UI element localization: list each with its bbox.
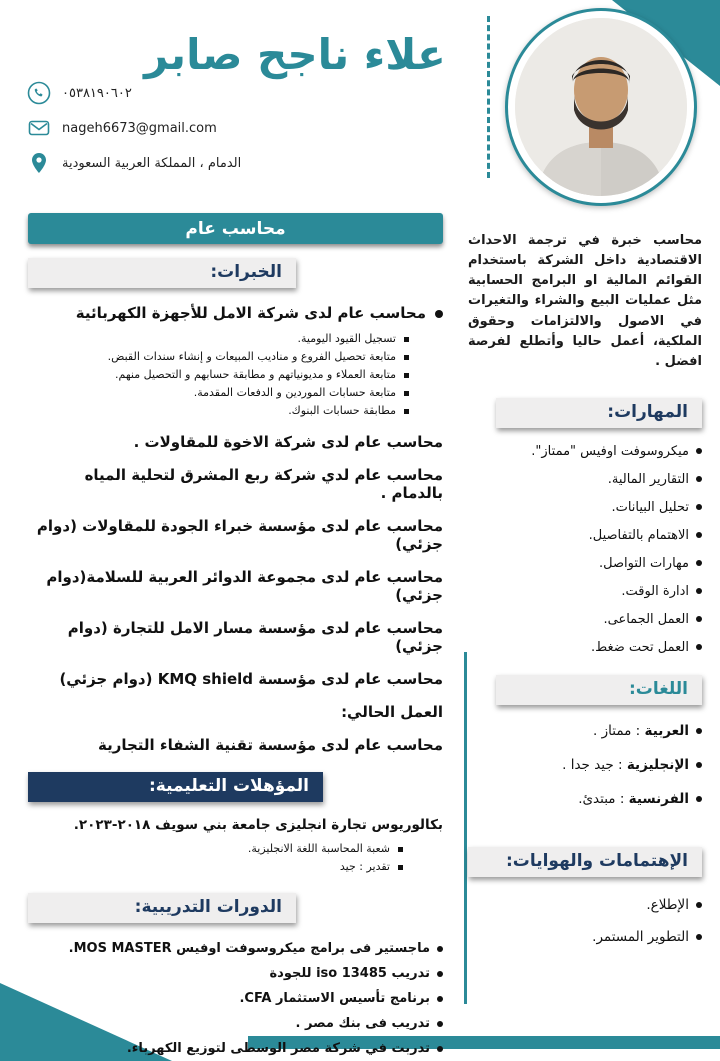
course-text: تدريب iso 13485 للجودة	[269, 966, 430, 981]
square-bullet-icon	[404, 355, 409, 360]
duty-text: مطابقة حسابات البنوك.	[288, 404, 396, 417]
featured-job-text: محاسب عام لدى شركة الامل للأجهزة الكهربائية	[75, 304, 426, 322]
duty-text: متابعة تحصيل الفروع و مناديب المبيعات و إنشاء سندات القبض.	[107, 350, 396, 363]
interest-item	[468, 929, 702, 945]
skill-item	[468, 444, 702, 459]
candidate-name: علاء ناجح صابر	[144, 30, 446, 79]
duty-text: تسجيل القيود اليومية.	[297, 332, 396, 345]
courses-list	[28, 941, 443, 1056]
square-bullet-icon	[404, 409, 409, 414]
bullet-icon	[696, 588, 702, 594]
phone-icon	[26, 80, 52, 106]
location-pin-icon	[26, 150, 52, 176]
phone-number: ٠٥٣٨١٩٠٦٠٢	[62, 85, 132, 101]
duty-item	[28, 350, 409, 363]
experience-heading: الخبرات:	[28, 258, 296, 288]
skill-item	[468, 584, 702, 599]
jobs-list	[28, 433, 443, 688]
language-level: : جيد جدا .	[562, 756, 627, 773]
job-title-banner: محاسب عام	[28, 213, 443, 244]
current-job: محاسب عام لدى مؤسسة تقنية الشفاء التجارية	[97, 736, 443, 754]
bullet-icon	[696, 728, 702, 734]
duties-list	[28, 332, 409, 417]
language-name: العربية	[644, 722, 689, 739]
courses-heading: الدورات التدريبية:	[28, 893, 296, 923]
languages-heading: اللغات:	[496, 675, 702, 705]
profile-summary: محاسب خبرة في ترجمة الاحداث الاقتصادية داخل الشركة باستخدام القوائم المالية او البرامج الحسابية مثل عمليات البيع والشراء والتغيرات في الاصول والالتزامات وحقوق الملكية، أعمل حاليا وأتطلع لفرصة افضل .	[468, 233, 702, 369]
skill-text: الاهتمام بالتفاصيل.	[588, 527, 689, 543]
duty-item	[28, 368, 409, 381]
contact-block	[26, 80, 466, 185]
interest-item	[468, 897, 702, 913]
bullet-icon	[696, 448, 702, 454]
square-bullet-icon	[404, 337, 409, 342]
email-icon	[26, 115, 52, 141]
language-item	[468, 791, 702, 807]
education-detail-item	[28, 860, 403, 873]
bullet-icon	[696, 476, 702, 482]
skill-text: ميكروسوفت اوفيس "ممتاز".	[531, 443, 689, 459]
skill-item	[468, 472, 702, 487]
education-detail-item	[28, 842, 403, 855]
featured-job	[28, 304, 443, 322]
location-text: الدمام ، المملكة العربية السعودية	[62, 155, 242, 171]
photo-ring	[505, 8, 697, 206]
duty-item	[28, 332, 409, 345]
bullet-icon	[696, 762, 702, 768]
job-item: محاسب عام لدى شركة الاخوة للمقاولات .	[133, 433, 443, 451]
bullet-icon	[696, 560, 702, 566]
duty-item	[28, 404, 409, 417]
language-level: : مبتدئ.	[578, 790, 629, 807]
bullet-icon	[696, 902, 702, 908]
course-item	[28, 966, 443, 981]
main-column	[28, 258, 443, 1061]
sidebar-divider-line	[464, 652, 467, 1004]
language-name: الإنجليزية	[626, 756, 689, 773]
skill-item	[468, 612, 702, 627]
language-item	[468, 723, 702, 739]
course-item	[28, 1016, 443, 1031]
job-item: محاسب عام لدى مؤسسة KMQ shield (دوام جزئي)	[59, 670, 443, 688]
bullet-icon	[696, 532, 702, 538]
language-name: الفرنسية	[628, 790, 689, 807]
square-bullet-icon	[404, 373, 409, 378]
current-work-label: العمل الحالي:	[341, 703, 443, 721]
sidebar-column	[468, 231, 702, 961]
language-level: : ممتاز .	[593, 722, 645, 739]
skill-text: مهارات التواصل.	[598, 555, 689, 571]
interests-list	[468, 897, 702, 945]
location-row	[26, 150, 466, 176]
duty-text: متابعة العملاء و مديونياتهم و مطابقة حسابهم و التحصيل منهم.	[115, 368, 396, 381]
course-text: ماجستير فى برامج ميكروسوفت اوفيس MOS MASTER.	[68, 941, 430, 956]
course-item	[28, 1041, 443, 1056]
bullet-icon	[696, 644, 702, 650]
course-text: برنامج تأسيس الاستثمار CFA.	[239, 991, 430, 1006]
bullet-icon	[696, 796, 702, 802]
bullet-icon	[696, 504, 702, 510]
job-item: محاسب عام لدى مؤسسة خبراء الجودة للمقاولات (دوام جزئي)	[36, 517, 443, 553]
skill-item	[468, 528, 702, 543]
education-details	[28, 842, 403, 873]
header-divider-dashed-line	[487, 16, 490, 178]
job-item: محاسب عام لدى مجموعة الدوائر العربية للسلامة(دوام جزئي)	[46, 568, 443, 604]
education-heading: المؤهلات التعليمية:	[28, 772, 323, 802]
detail-text: تقدير : جيد	[339, 860, 390, 873]
profile-photo	[515, 18, 687, 196]
course-item	[28, 941, 443, 956]
interests-heading: الإهتمامات والهوايات:	[468, 847, 702, 877]
course-item	[28, 991, 443, 1006]
bullet-icon	[435, 310, 443, 318]
bullet-icon	[437, 946, 443, 952]
square-bullet-icon	[404, 391, 409, 396]
language-item	[468, 757, 702, 773]
bullet-icon	[696, 934, 702, 940]
skills-heading: المهارات:	[496, 398, 702, 428]
bullet-icon	[437, 996, 443, 1002]
skill-item	[468, 500, 702, 515]
interest-text: التطوير المستمر.	[592, 928, 689, 945]
degree: بكالوريوس تجارة انجليزى جامعة بني سويف ٢٠١٨-٢٠٢٣.	[73, 817, 443, 833]
detail-text: شعبة المحاسبة اللغة الانجليزية.	[247, 842, 390, 855]
duty-text: متابعة حسابات الموردين و الدفعات المقدمة.	[193, 386, 396, 399]
duty-item	[28, 386, 409, 399]
skills-list	[468, 444, 702, 655]
skill-text: العمل تحت ضغط.	[590, 639, 689, 655]
person-silhouette	[515, 18, 687, 196]
skill-text: العمل الجماعى.	[603, 611, 689, 627]
bullet-icon	[437, 1046, 443, 1052]
skill-item	[468, 640, 702, 655]
phone-row	[26, 80, 466, 106]
skill-text: تحليل البيانات.	[611, 499, 689, 515]
email-address: nageh6673@gmail.com	[62, 120, 217, 136]
skill-text: ادارة الوقت.	[621, 583, 689, 599]
interest-text: الإطلاع.	[646, 896, 689, 913]
job-item: محاسب عام لدي شركة ربع المشرق لتحلية المياه بالدمام .	[84, 466, 443, 502]
languages-list	[468, 723, 702, 807]
course-text: تدريب فى بنك مصر .	[295, 1016, 430, 1031]
square-bullet-icon	[398, 865, 403, 870]
email-row	[26, 115, 466, 141]
course-text: تدربت في شركة مصر الوسطى لتوزيع الكهرباء.	[126, 1041, 430, 1056]
job-item: محاسب عام لدى مؤسسة مسار الامل للتجارة (دوام جزئي)	[67, 619, 443, 655]
square-bullet-icon	[398, 847, 403, 852]
bullet-icon	[437, 1021, 443, 1027]
skill-item	[468, 556, 702, 571]
skill-text: التقارير المالية.	[607, 471, 689, 487]
bullet-icon	[437, 971, 443, 977]
bullet-icon	[696, 616, 702, 622]
